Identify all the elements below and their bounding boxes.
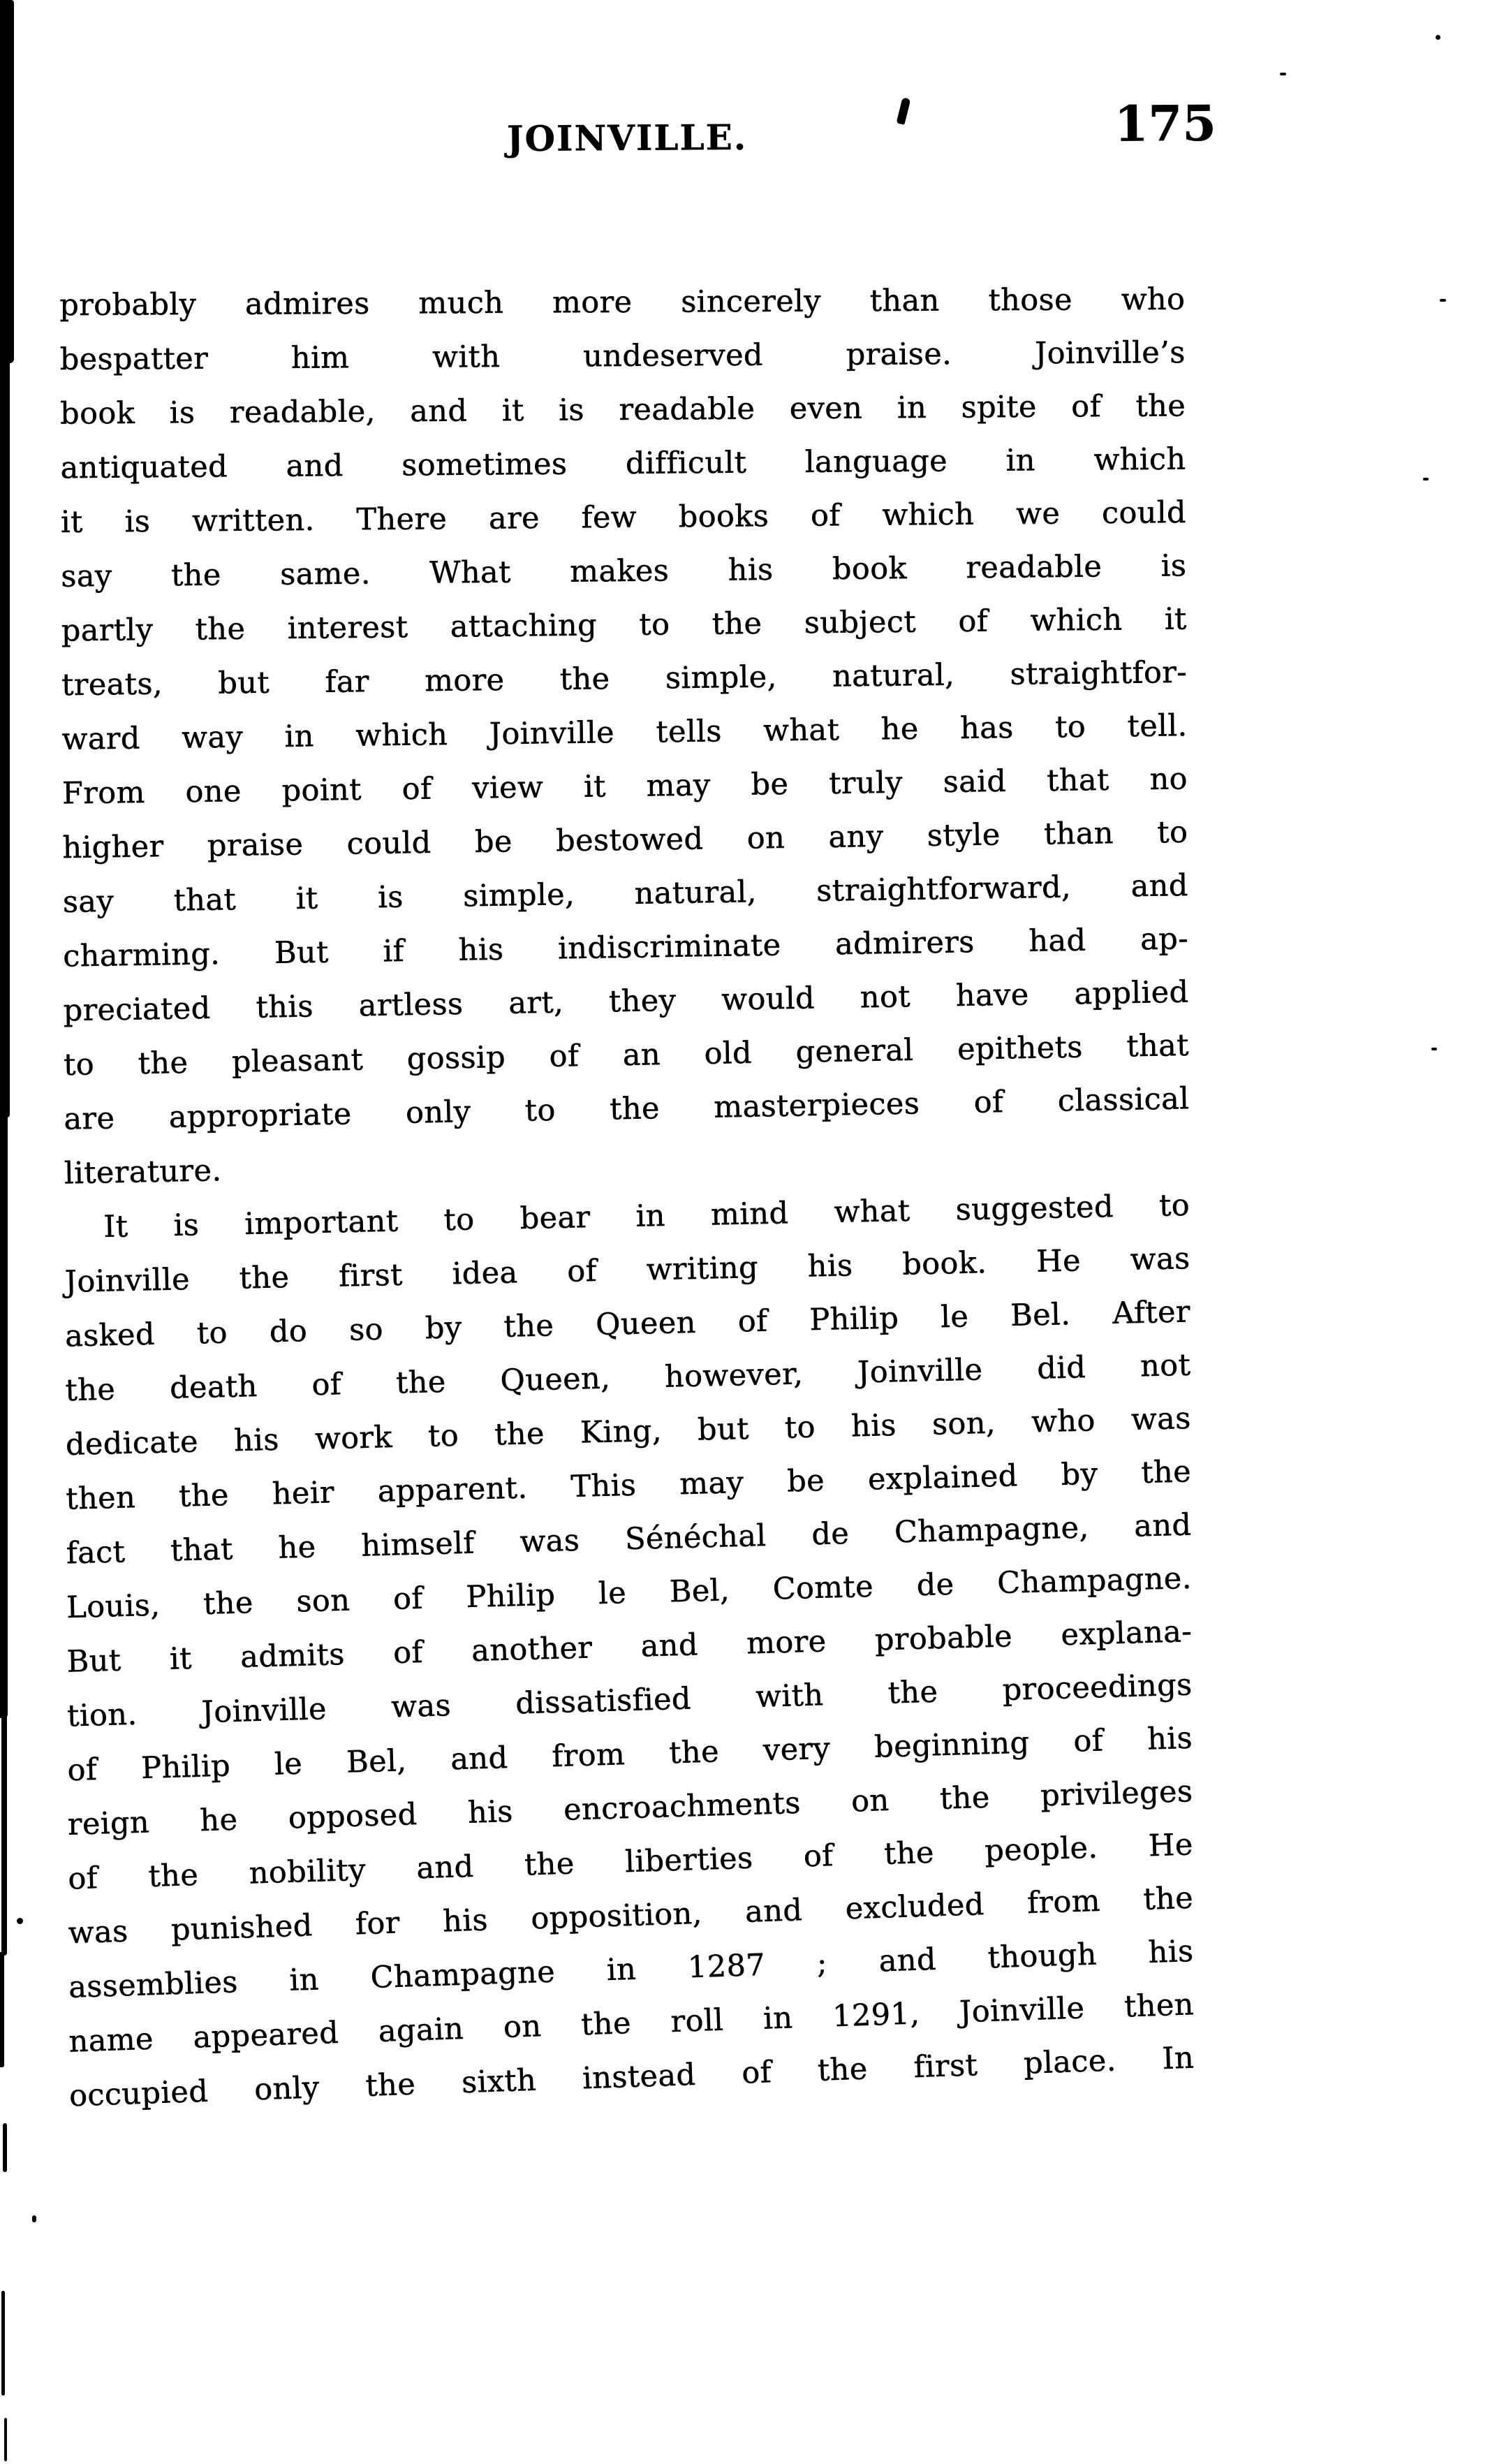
ink-speck (1423, 478, 1429, 481)
ink-speck (1436, 35, 1440, 40)
text-line: But it admits of another and more probable explana- (66, 1614, 1193, 1680)
ink-speck (1440, 299, 1446, 302)
page-number: 175 (1114, 94, 1217, 153)
text-line: higher praise could be bestowed on any style than to (62, 814, 1188, 866)
scan-edge-artifact (0, 1110, 8, 1718)
text-line: of the nobility and the liberties of the people. He (67, 1827, 1194, 1897)
text-line: say that it is simple, natural, straightforward, and (62, 868, 1189, 920)
text-line: was punished for his opposition, and excluded from the (68, 1880, 1194, 1951)
scan-edge-artifact (0, 1952, 4, 2067)
text-line: bespatter him with undeserved praise. Joinville’s (59, 335, 1186, 377)
text-line: From one point of view it may be truly said that no (61, 761, 1188, 812)
ink-speck (1280, 73, 1286, 75)
running-title: JOINVILLE. (506, 116, 748, 160)
text-line: preciated this artless art, they would not have applied (63, 974, 1189, 1029)
text-line: Louis, the son of Philip le Bel, Comte de Champagne. (66, 1560, 1193, 1626)
ink-speck (1431, 1048, 1437, 1050)
scan-edge-artifact (4, 2418, 7, 2461)
ink-speck (32, 2215, 36, 2222)
scan-edge-artifact (0, 0, 14, 363)
text-line: literature. (64, 1153, 222, 1191)
text-line: ward way in which Joinville tells what he has to tell. (61, 708, 1188, 757)
text-line: It is important to bear in mind what suggested to (103, 1187, 1190, 1245)
text-line: the death of the Queen, however, Joinville did not (65, 1347, 1191, 1409)
text-line: partly the interest attaching to the subject of which it (61, 601, 1187, 649)
text-line: of Philip le Bel, and from the very beginning of his (66, 1720, 1193, 1789)
scan-edge-artifact (1, 1715, 7, 1956)
scan-edge-artifact (3, 2123, 7, 2172)
text-line: dedicate his work to the King, but to his son, who was (65, 1401, 1192, 1462)
text-line: treats, but far more the simple, natural, straightfor- (61, 654, 1188, 703)
scan-edge-artifact (0, 356, 10, 1117)
text-line: then the heir apparent. This may be explained by the (65, 1454, 1192, 1517)
text-line: to the pleasant gossip of an old general epithets that (63, 1027, 1190, 1083)
text-line: reign he opposed his encroachments on the privileges (67, 1774, 1194, 1842)
text-line: asked to do so by the Queen of Philip le Bel. After (64, 1294, 1191, 1354)
text-line: tion. Joinville was dissatisfied with the proceedings (66, 1667, 1193, 1734)
text-line: are appropriate only to the masterpieces of classical (64, 1081, 1190, 1137)
ink-speck (17, 1918, 23, 1924)
text-line: Joinville the first idea of writing his book. He was (64, 1241, 1190, 1300)
page-body (59, 273, 1195, 2114)
text-line: say the same. What makes his book readable is (61, 548, 1187, 594)
text-line: assemblies in Champagne in 1287 ; and though his (68, 1933, 1195, 2005)
text-line: antiquated and sometimes difficult language in which (60, 441, 1186, 486)
text-line: it is written. There are few books of which we could (60, 494, 1187, 541)
text-line: name appeared again on the roll in 1291, Joinville then (68, 1987, 1195, 2060)
scan-edge-artifact (1, 2291, 5, 2396)
text-line: charming. But if his indiscriminate admirers had ap- (62, 921, 1189, 974)
text-line: probably admires much more sincerely than those who (59, 281, 1186, 323)
text-line: book is readable, and it is readable even in spite of the (59, 388, 1186, 432)
text-line: fact that he himself was Sénéchal de Champagne, and (66, 1507, 1192, 1571)
page-header (64, 94, 1217, 170)
text-line: occupied only the sixth instead of the first place. In (68, 2040, 1195, 2114)
